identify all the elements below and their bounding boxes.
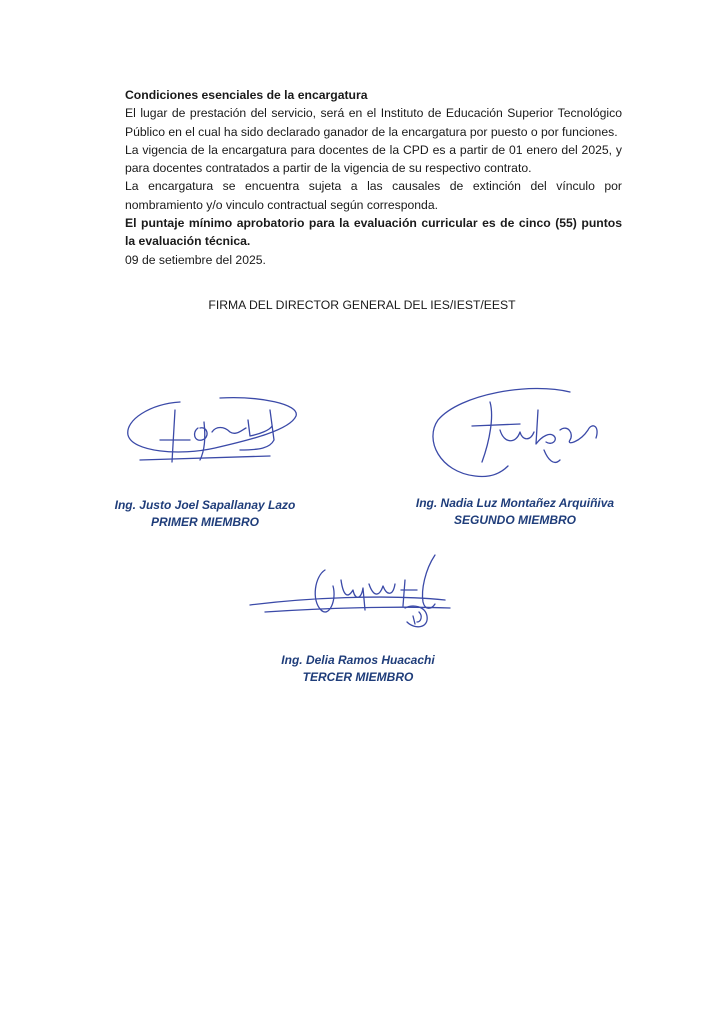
signer-second-member	[395, 495, 635, 529]
signer-first-member	[105, 497, 305, 531]
signature-image-second-member	[420, 380, 615, 480]
document-date: 09 de setiembre del 2025.	[125, 252, 266, 267]
signer-name: Ing. Delia Ramos Huacachi	[281, 653, 435, 667]
director-signature-label: FIRMA DEL DIRECTOR GENERAL DEL IES/IEST/EEST	[208, 298, 516, 312]
signer-name: Ing. Justo Joel Sapallanay Lazo	[114, 498, 296, 512]
signature-image-third-member	[245, 550, 460, 635]
signer-role: SEGUNDO MIEMBRO	[453, 513, 576, 527]
signer-name: Ing. Nadia Luz Montañez Arquiñiva	[415, 496, 615, 510]
paragraph-extinction: La encargatura se encuentra sujeta a las causales de extinción del vínculo por nombramiento y/o vinculo contractual según corresponda.	[125, 179, 622, 212]
section-heading: Condiciones esenciales de la encargatura	[125, 88, 368, 102]
paragraph-validity: La vigencia de la encargatura para docentes de la CPD es a partir de 01 enero del 2025, y para docentes contratados a partir de la vigencia de su respectivo contrato.	[125, 142, 622, 176]
paragraph-minimum-score: El puntaje mínimo aprobatorio para la evaluación curricular es de cinco (55) puntos la evaluación técnica.	[125, 216, 622, 249]
conditions-section	[125, 86, 622, 269]
signer-role: TERCER MIEMBRO	[302, 670, 414, 684]
signer-third-member	[248, 652, 468, 686]
signature-image-first-member	[120, 390, 305, 475]
paragraph-location: El lugar de prestación del servicio, será en el Instituto de Educación Superior Tecnológico Público en el cual ha sido declarado ganador de la encargatura por puesto o por funciones.	[125, 106, 622, 139]
signer-role: PRIMER MIEMBRO	[151, 515, 259, 529]
